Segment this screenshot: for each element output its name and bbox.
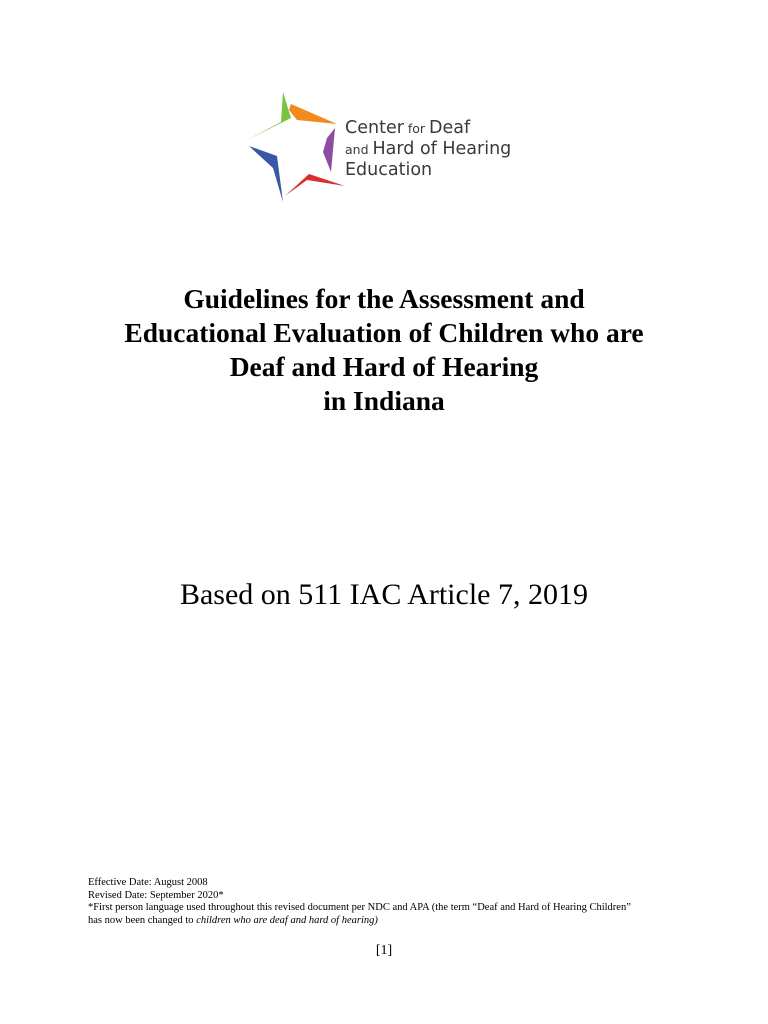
- document-title: [40, 282, 728, 418]
- language-note-line: [88, 915, 708, 928]
- logo-word-for: for: [403, 121, 430, 136]
- star-orange-ray: [289, 104, 337, 124]
- language-note-prefix: has now been changed to: [88, 914, 197, 926]
- effective-date: Effective Date: August 2008: [88, 877, 208, 888]
- organization-logo: [247, 92, 519, 202]
- title-line: Guidelines for the Assessment and: [183, 283, 585, 314]
- title-line: Deaf and Hard of Hearing: [229, 351, 539, 382]
- logo-word-and: and: [345, 142, 373, 157]
- language-note-italic: children who are deaf and hard of hearing): [196, 914, 378, 926]
- logo-word-hard-of-hearing: Hard of Hearing: [372, 139, 512, 159]
- title-line: in Indiana: [323, 385, 445, 416]
- page-number: [1]: [375, 943, 393, 958]
- logo-wordmark: [345, 118, 511, 181]
- document-subtitle: Based on 511 IAC Article 7, 2019: [179, 578, 588, 611]
- star-red-ray: [285, 174, 345, 196]
- title-line: Educational Evaluation of Children who are: [124, 317, 644, 348]
- logo-word-deaf: Deaf: [429, 118, 471, 138]
- revised-date: Revised Date: September 2020*: [88, 889, 224, 901]
- language-note-line: *First person language used throughout this revised document per NDC and APA (the term “Deaf and Hard of Hearing Children”: [88, 902, 631, 913]
- logo-word-center: Center: [345, 118, 404, 138]
- star-green-ray: [247, 92, 291, 140]
- star-blue-ray: [249, 146, 283, 202]
- star-logo-icon: [247, 92, 347, 202]
- star-purple-ray: [323, 128, 335, 172]
- logo-word-education: Education: [345, 160, 433, 180]
- footnotes: [88, 877, 708, 927]
